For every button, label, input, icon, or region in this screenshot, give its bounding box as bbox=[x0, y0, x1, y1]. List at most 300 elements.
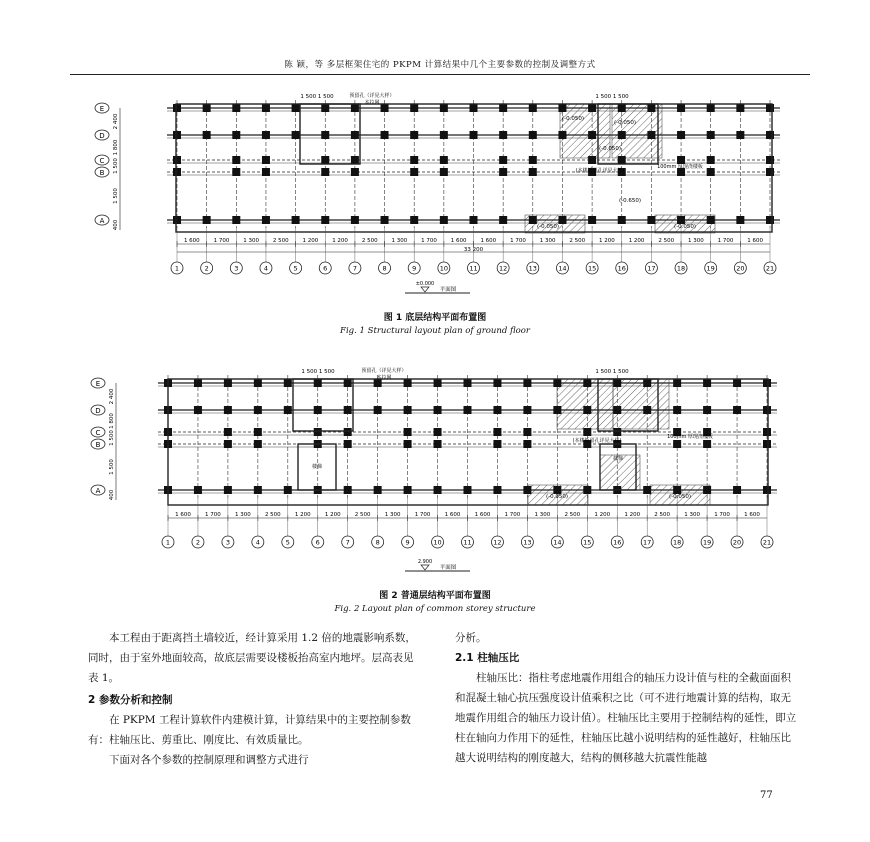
plan-note: (本楼板留孔详见大样) bbox=[575, 168, 625, 174]
hatched-slab bbox=[613, 379, 669, 429]
bottom-dimension: 1 700 bbox=[421, 238, 437, 244]
bottom-dimension: 1 200 bbox=[294, 512, 311, 518]
structural-column bbox=[381, 104, 389, 112]
structural-column bbox=[493, 428, 501, 436]
column-axis-label: 16 bbox=[613, 538, 622, 547]
column-axis-label: 2 bbox=[195, 538, 201, 547]
structural-column bbox=[344, 428, 352, 436]
bottom-dimension: 1 600 bbox=[474, 512, 491, 518]
structural-column bbox=[529, 104, 537, 112]
structural-column bbox=[763, 379, 771, 387]
structural-column bbox=[321, 156, 329, 164]
row-axis-label: B bbox=[95, 441, 101, 449]
structural-column bbox=[499, 104, 507, 112]
structural-column bbox=[381, 216, 389, 224]
bottom-dimension: 2 500 bbox=[569, 238, 586, 244]
structural-column bbox=[677, 104, 685, 112]
structural-column bbox=[766, 168, 774, 176]
figure-1-caption-cn: 图 1 底层结构平面布置图 bbox=[383, 313, 487, 323]
structural-column bbox=[351, 131, 359, 139]
row-dimension: 1 500 bbox=[109, 430, 115, 446]
structural-column bbox=[194, 406, 202, 414]
paragraph-intro: 本工程由于距离挡土墙较近，经计算采用 1.2 倍的地震影响系数，同时，由于室外地面较高，故底层需要设楼板抬高室内地坪。层高表见表 1。 bbox=[88, 632, 416, 684]
structural-column bbox=[766, 131, 774, 139]
column-axis-label: 14 bbox=[558, 264, 567, 273]
structural-column bbox=[766, 156, 774, 164]
structural-column bbox=[643, 379, 651, 387]
plan-title: 平面图 bbox=[439, 565, 457, 571]
structural-column bbox=[344, 379, 352, 387]
structural-column bbox=[232, 168, 240, 176]
structural-column bbox=[523, 428, 531, 436]
top-dimension-left: 1 500 1 500 bbox=[300, 94, 334, 100]
structural-column bbox=[440, 131, 448, 139]
plan-note: 预留孔（详见大样） bbox=[349, 93, 395, 99]
structural-column bbox=[647, 131, 655, 139]
structural-column bbox=[763, 428, 771, 436]
structural-column bbox=[410, 131, 418, 139]
column-axis-label: 8 bbox=[375, 538, 380, 547]
bottom-dimension: 1 600 bbox=[175, 512, 191, 518]
structural-column bbox=[470, 104, 478, 112]
bottom-dimension: 2 500 bbox=[361, 238, 378, 244]
row-axis-label: D bbox=[95, 407, 101, 415]
structural-column bbox=[321, 216, 329, 224]
bottom-dimension: 1 300 bbox=[243, 238, 259, 244]
structural-column bbox=[440, 216, 448, 224]
structural-column bbox=[284, 406, 292, 414]
structural-column bbox=[673, 406, 681, 414]
figure-1-caption-en: Fig. 1 Structural layout plan of ground floor bbox=[340, 326, 530, 336]
structural-column bbox=[763, 406, 771, 414]
bottom-dimension: 1 300 bbox=[391, 238, 408, 244]
structural-column bbox=[440, 156, 448, 164]
structural-column bbox=[493, 440, 501, 448]
bottom-dimension: 1 200 bbox=[332, 238, 348, 244]
structural-column bbox=[232, 216, 240, 224]
top-dimension-right: 1 500 1 500 bbox=[595, 369, 629, 375]
column-axis-label: 4 bbox=[255, 538, 260, 547]
structural-column bbox=[321, 104, 329, 112]
structural-column bbox=[493, 486, 501, 494]
structural-column bbox=[588, 216, 596, 224]
structural-column bbox=[232, 156, 240, 164]
bottom-dimension: 1 700 bbox=[205, 512, 221, 518]
structural-column bbox=[707, 156, 715, 164]
bottom-dimension: 2 500 bbox=[264, 512, 281, 518]
row-axis-label: B bbox=[99, 169, 105, 177]
structural-column bbox=[440, 168, 448, 176]
structural-column bbox=[351, 104, 359, 112]
row-axis-label: C bbox=[95, 429, 101, 437]
column-axis-label: 3 bbox=[225, 538, 230, 547]
structural-column bbox=[588, 156, 596, 164]
left-column bbox=[88, 628, 423, 770]
column-axis-label: 10 bbox=[433, 538, 442, 547]
bottom-dimension: 1 600 bbox=[480, 238, 497, 244]
column-axis-label: 14 bbox=[553, 538, 562, 547]
column-axis-label: 17 bbox=[643, 538, 652, 547]
structural-column bbox=[314, 428, 322, 436]
plan-title: 平面图 bbox=[439, 287, 457, 293]
bottom-dimension: 1 300 bbox=[235, 512, 251, 518]
structural-column bbox=[763, 440, 771, 448]
structural-column bbox=[173, 104, 181, 112]
structural-column bbox=[736, 131, 744, 139]
structural-column bbox=[194, 486, 202, 494]
structural-column bbox=[553, 486, 561, 494]
row-dimension: 1 500 bbox=[113, 158, 119, 174]
structural-column bbox=[254, 428, 262, 436]
structural-column bbox=[703, 486, 711, 494]
structural-column bbox=[224, 486, 232, 494]
structural-column bbox=[766, 104, 774, 112]
structural-column bbox=[254, 440, 262, 448]
bottom-dimension: 1 300 bbox=[384, 512, 401, 518]
structural-column bbox=[254, 379, 262, 387]
elevation-label: (-0.050) bbox=[598, 146, 622, 152]
row-axis-label: A bbox=[95, 487, 101, 495]
column-axis-label: 2 bbox=[204, 264, 209, 273]
column-axis-label: 6 bbox=[323, 264, 328, 273]
structural-column bbox=[523, 486, 531, 494]
structural-column bbox=[707, 131, 715, 139]
plan-note: 楼梯 bbox=[311, 464, 323, 470]
column-axis-label: 11 bbox=[469, 264, 478, 273]
structural-column bbox=[404, 428, 412, 436]
structural-column bbox=[707, 216, 715, 224]
plan-note: 本拉网 bbox=[376, 375, 392, 381]
structural-column bbox=[314, 406, 322, 414]
header-rule bbox=[70, 74, 810, 75]
structural-column bbox=[553, 406, 561, 414]
right-column bbox=[455, 628, 800, 768]
structural-column bbox=[643, 486, 651, 494]
structural-column bbox=[374, 406, 382, 414]
structural-column bbox=[344, 440, 352, 448]
plan-note: 100mm 厚现浇楼板 bbox=[657, 164, 703, 170]
structural-column bbox=[262, 156, 270, 164]
section-2-heading: 2 参数分析和控制 bbox=[88, 694, 173, 706]
column-axis-label: 21 bbox=[762, 538, 772, 547]
structural-column bbox=[733, 486, 741, 494]
column-axis-label: 3 bbox=[234, 264, 239, 273]
structural-column bbox=[523, 440, 531, 448]
bottom-dimension: 2 500 bbox=[354, 512, 371, 518]
bottom-dimension: 1 600 bbox=[450, 238, 467, 244]
structural-column bbox=[736, 104, 744, 112]
bottom-dimension: 1 200 bbox=[302, 238, 319, 244]
row-dimension: 1 800 bbox=[113, 139, 119, 156]
column-axis-label: 15 bbox=[587, 264, 597, 273]
paragraph-next: 下面对各个参数的控制原理和调整方式进行 bbox=[109, 754, 309, 766]
bottom-dimension: 1 700 bbox=[213, 238, 230, 244]
column-axis-label: 1 bbox=[174, 264, 180, 273]
column-axis-label: 19 bbox=[702, 538, 712, 547]
structural-column bbox=[434, 379, 442, 387]
plan-note: (本楼板留孔详见大样) bbox=[572, 438, 622, 444]
structural-column bbox=[529, 168, 537, 176]
level-mark: 2.900 bbox=[417, 559, 433, 565]
row-axis-label: C bbox=[99, 157, 105, 165]
figure-2-drawing bbox=[0, 360, 870, 585]
column-axis-label: 12 bbox=[493, 538, 502, 547]
total-dimension: 33 200 bbox=[463, 247, 484, 253]
structural-column bbox=[351, 216, 359, 224]
figure-2-plan bbox=[0, 360, 870, 585]
column-axis-label: 5 bbox=[285, 538, 290, 547]
structural-column bbox=[707, 168, 715, 176]
structural-column bbox=[351, 168, 359, 176]
structural-column bbox=[523, 406, 531, 414]
column-axis-label: 7 bbox=[345, 538, 350, 547]
top-dimension-left: 1 500 1 500 bbox=[301, 369, 335, 375]
structural-column bbox=[292, 104, 300, 112]
row-dimension: 1 800 bbox=[109, 413, 115, 429]
structural-column bbox=[344, 486, 352, 494]
plan-note: 预留孔（详见大样） bbox=[361, 368, 407, 374]
structural-column bbox=[733, 406, 741, 414]
column-axis-label: 8 bbox=[382, 264, 387, 273]
structural-column bbox=[618, 216, 626, 224]
column-axis-label: 6 bbox=[315, 538, 320, 547]
level-mark: ±0.000 bbox=[415, 281, 435, 287]
elevation-label: (-0.050) bbox=[561, 116, 585, 122]
structural-column bbox=[499, 131, 507, 139]
row-axis-label: E bbox=[99, 105, 105, 113]
bottom-dimension: 1 700 bbox=[714, 512, 730, 518]
structural-column bbox=[321, 131, 329, 139]
structural-column bbox=[203, 216, 211, 224]
column-axis-label: 4 bbox=[263, 264, 269, 273]
structural-column bbox=[707, 104, 715, 112]
structural-column bbox=[499, 168, 507, 176]
structural-column bbox=[434, 440, 442, 448]
structural-column bbox=[404, 379, 412, 387]
structural-column bbox=[351, 156, 359, 164]
structural-column bbox=[613, 428, 621, 436]
structural-column bbox=[618, 131, 626, 139]
structural-column bbox=[643, 406, 651, 414]
structural-column bbox=[232, 104, 240, 112]
structural-column bbox=[194, 379, 202, 387]
bottom-dimension: 1 200 bbox=[628, 238, 645, 244]
column-axis-label: 15 bbox=[583, 538, 592, 547]
structural-column bbox=[493, 406, 501, 414]
structural-column bbox=[284, 486, 292, 494]
bottom-dimension: 1 700 bbox=[510, 238, 526, 244]
structural-column bbox=[703, 440, 711, 448]
column-axis-label: 13 bbox=[528, 264, 537, 273]
structural-column bbox=[733, 379, 741, 387]
structural-column bbox=[224, 440, 232, 448]
elevation-label: (-0.050) bbox=[668, 494, 692, 500]
structural-column bbox=[677, 131, 685, 139]
structural-column bbox=[583, 428, 591, 436]
structural-column bbox=[766, 216, 774, 224]
column-axis-label: 11 bbox=[463, 538, 472, 547]
row-dimension: 400 bbox=[113, 219, 119, 231]
structural-column bbox=[262, 104, 270, 112]
structural-column bbox=[613, 406, 621, 414]
figure-1-drawing bbox=[0, 80, 870, 310]
bottom-dimension: 1 200 bbox=[624, 512, 641, 518]
structural-column bbox=[410, 156, 418, 164]
column-axis-label: 1 bbox=[165, 538, 171, 547]
plan-note: 楼梯 bbox=[612, 456, 624, 462]
structural-column bbox=[374, 486, 382, 494]
bottom-dimension: 1 200 bbox=[594, 512, 611, 518]
structural-column bbox=[262, 216, 270, 224]
row-dimension: 400 bbox=[109, 489, 115, 501]
column-axis-label: 21 bbox=[765, 264, 775, 273]
structural-column bbox=[529, 156, 537, 164]
bottom-dimension: 1 700 bbox=[717, 238, 734, 244]
column-axis-label: 16 bbox=[617, 264, 626, 273]
structural-column bbox=[262, 131, 270, 139]
structural-column bbox=[404, 440, 412, 448]
structural-column bbox=[262, 168, 270, 176]
bottom-dimension: 1 700 bbox=[504, 512, 521, 518]
structural-column bbox=[464, 486, 472, 494]
structural-column bbox=[434, 486, 442, 494]
structural-column bbox=[224, 406, 232, 414]
top-dimension-right: 1 500 1 500 bbox=[595, 94, 629, 100]
structural-column bbox=[529, 131, 537, 139]
row-axis-label: A bbox=[99, 217, 105, 225]
column-axis-label: 9 bbox=[412, 264, 417, 273]
structural-column bbox=[677, 156, 685, 164]
structural-column bbox=[618, 104, 626, 112]
column-axis-label: 9 bbox=[405, 538, 410, 547]
structural-column bbox=[493, 379, 501, 387]
structural-column bbox=[558, 104, 566, 112]
paragraph-pkpm: 在 PKPM 工程计算软件内建模计算，计算结果中的主要控制参数有：柱轴压比、剪重比、刚度比、有效质量比。 bbox=[88, 714, 411, 746]
structural-column bbox=[583, 406, 591, 414]
structural-column bbox=[588, 104, 596, 112]
structural-column bbox=[434, 406, 442, 414]
structural-column bbox=[703, 379, 711, 387]
structural-column bbox=[618, 156, 626, 164]
elevation-label: (-0.050) bbox=[536, 224, 560, 230]
structural-column bbox=[673, 486, 681, 494]
structural-column bbox=[523, 379, 531, 387]
column-axis-label: 5 bbox=[293, 264, 298, 273]
column-axis-label: 18 bbox=[673, 538, 682, 547]
structural-column bbox=[583, 486, 591, 494]
structural-column bbox=[173, 216, 181, 224]
column-axis-label: 12 bbox=[499, 264, 508, 273]
structural-column bbox=[292, 216, 300, 224]
row-dimension: 2 400 bbox=[109, 388, 115, 405]
elevation-label: (-0.050) bbox=[545, 494, 569, 500]
row-dimension: 2 400 bbox=[113, 113, 119, 130]
page-number: 77 bbox=[760, 790, 773, 801]
row-axis-label: E bbox=[95, 380, 101, 388]
structural-column bbox=[292, 131, 300, 139]
structural-column bbox=[173, 168, 181, 176]
structural-column bbox=[499, 216, 507, 224]
structural-column bbox=[588, 131, 596, 139]
structural-column bbox=[284, 379, 292, 387]
structural-column bbox=[344, 406, 352, 414]
structural-column bbox=[410, 104, 418, 112]
structural-column bbox=[677, 216, 685, 224]
figure-1-plan bbox=[0, 80, 870, 310]
plan-note: 100mm 厚现浇楼板 bbox=[667, 434, 713, 440]
structural-column bbox=[583, 379, 591, 387]
structural-column bbox=[763, 486, 771, 494]
bottom-dimension: 1 300 bbox=[688, 238, 704, 244]
running-header: 陈 颖，等 多层框架住宅的 PKPM 计算结果中几个主要参数的控制及调整方式 bbox=[284, 60, 596, 70]
column-axis-label: 20 bbox=[736, 264, 745, 273]
elevation-label: (-0.650) bbox=[618, 198, 642, 204]
structural-column bbox=[254, 486, 262, 494]
structural-column bbox=[173, 131, 181, 139]
structural-column bbox=[410, 168, 418, 176]
structural-column bbox=[232, 131, 240, 139]
elevation-label: (-0.050) bbox=[673, 224, 697, 230]
column-axis-label: 19 bbox=[706, 264, 715, 273]
level-triangle bbox=[421, 287, 429, 292]
bottom-dimension: 1 200 bbox=[324, 512, 341, 518]
structural-column bbox=[173, 156, 181, 164]
structural-column bbox=[553, 379, 561, 387]
structural-column bbox=[434, 428, 442, 436]
structural-column bbox=[647, 104, 655, 112]
structural-column bbox=[440, 104, 448, 112]
column-axis-label: 20 bbox=[732, 538, 742, 547]
structural-column bbox=[470, 131, 478, 139]
structural-column bbox=[254, 406, 262, 414]
bottom-dimension: 1 300 bbox=[534, 512, 551, 518]
column-axis-label: 10 bbox=[439, 264, 448, 273]
bottom-dimension: 2 500 bbox=[658, 238, 675, 244]
elevation-label: (-0.050) bbox=[613, 120, 637, 126]
structural-column bbox=[224, 379, 232, 387]
structural-column bbox=[529, 216, 537, 224]
structural-column bbox=[381, 131, 389, 139]
structural-column bbox=[613, 379, 621, 387]
bottom-dimension: 1 600 bbox=[747, 238, 764, 244]
level-triangle bbox=[421, 565, 429, 570]
plan-note: 本拉网 bbox=[364, 100, 380, 106]
structural-column bbox=[470, 216, 478, 224]
bottom-dimension: 2 500 bbox=[272, 238, 289, 244]
structural-column bbox=[558, 216, 566, 224]
row-dimension: 1 500 bbox=[109, 459, 115, 475]
structural-column bbox=[224, 428, 232, 436]
structural-column bbox=[203, 104, 211, 112]
bottom-dimension: 1 300 bbox=[539, 238, 556, 244]
row-dimension: 1 500 bbox=[113, 188, 119, 204]
structural-column bbox=[404, 486, 412, 494]
bottom-dimension: 1 600 bbox=[444, 512, 461, 518]
bottom-dimension: 1 600 bbox=[744, 512, 760, 518]
figure-2-caption-cn: 图 2 普通层结构平面布置图 bbox=[379, 591, 491, 601]
structural-column bbox=[464, 379, 472, 387]
bottom-dimension: 1 300 bbox=[684, 512, 700, 518]
structural-column bbox=[703, 406, 711, 414]
structural-column bbox=[736, 216, 744, 224]
structural-column bbox=[673, 379, 681, 387]
structural-column bbox=[464, 406, 472, 414]
bottom-dimension: 1 200 bbox=[599, 238, 615, 244]
paragraph-continue: 分析。 bbox=[455, 632, 487, 644]
bottom-dimension: 1 700 bbox=[414, 512, 431, 518]
structural-column bbox=[647, 216, 655, 224]
column-axis-label: 13 bbox=[523, 538, 532, 547]
